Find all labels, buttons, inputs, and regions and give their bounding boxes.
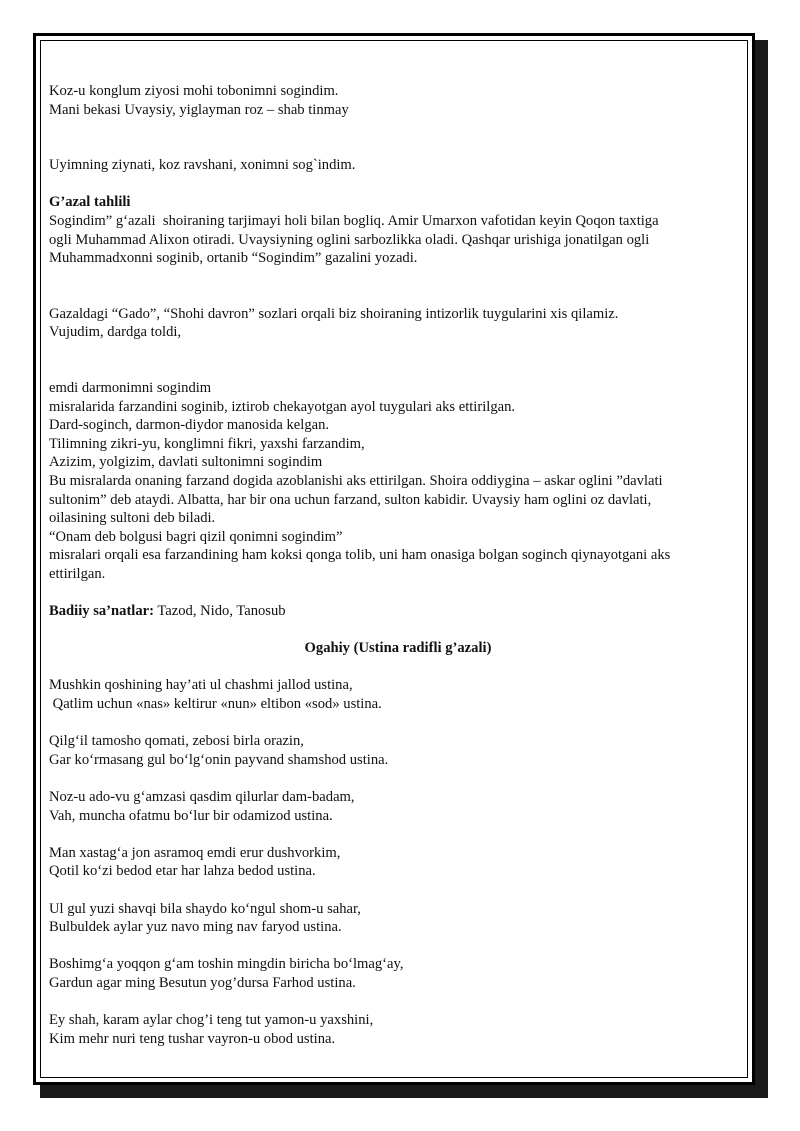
verse-line: Mani bekasi Uvaysiy, yiglayman roz – shab tinmay xyxy=(49,101,349,118)
paragraph-line: Dard-soginch, darmon-diydor manosida kelgan. xyxy=(49,417,330,434)
poem-line: Qatlim uchun «nas» keltirur «nun» eltibon «sod» ustina. xyxy=(49,696,382,713)
paragraph-line: Bu misralarda onaning farzand dogida azoblanishi aks ettirilgan. Shoira oddiygina – askar oglini ”davlati xyxy=(49,472,663,489)
poem-line: Qilg‘il tamosho qomati, zebosi birla orazin, xyxy=(49,733,304,750)
verse-line: “Onam deb bolgusi bagri qizil qonimni sogindim” xyxy=(49,528,343,545)
stanza xyxy=(49,955,749,992)
poem-title: Ogahiy (Ustina radifli g’azali) xyxy=(304,640,492,657)
verse-line: Tilimning zikri-yu, konglimni fikri, yaxshi farzandim, xyxy=(49,435,365,452)
paragraph-line: Gazaldagi “Gado”, “Shohi davron” sozlari orqali biz shoiraning intizorlik tuygularini xis qilamiz. xyxy=(49,305,619,322)
verse-line: Azizim, yolgizim, davlati sultonimni sogindim xyxy=(49,454,323,471)
poem-line: Ey shah, karam aylar chog’i teng tut yamon-u yaxshini, xyxy=(49,1012,374,1029)
paragraph-line: Muhammadxonni soginib, ortanib “Sogindim” gazalini yozadi. xyxy=(49,250,418,267)
verse-line: emdi darmonimni sogindim xyxy=(49,379,212,396)
document-body xyxy=(49,82,749,1048)
poem-line: Vah, muncha ofatmu bo‘lur bir odamizod ustina. xyxy=(49,807,333,824)
stanza xyxy=(49,676,749,713)
paragraph-line: misralari orqali esa farzandining ham koksi qonga tolib, uni ham onasiga bolgan soginch qiynayotgani aks xyxy=(49,547,671,564)
poem-line: Bulbuldek aylar yuz navo ming nav faryod ustina. xyxy=(49,919,342,936)
badiiy-label: Badiiy sa’natlar: xyxy=(49,603,154,620)
stanza xyxy=(49,1011,749,1048)
poem-line: Kim mehr nuri teng tushar vayron-u obod ustina. xyxy=(49,1030,336,1047)
poem-line: Gar ko‘rmasang gul bo‘lg‘onin payvand shamshod ustina. xyxy=(49,751,389,768)
badiiy-line xyxy=(49,602,749,621)
verse-line: Uyimning ziynati, koz ravshani, xonimni sog`indim. xyxy=(49,157,356,174)
paragraph-line: sultonim” deb ataydi. Albatta, har bir ona uchun farzand, sulton kabidir. Uvaysiy ham oglini oz davlati, xyxy=(49,491,652,508)
paragraph-line: ettirilgan. xyxy=(49,565,106,582)
paragraph-line: misralarida farzandini soginib, iztirob chekayotgan ayol tuygulari aks ettirilgan. xyxy=(49,398,516,415)
verse-line: Vujudim, dardga toldi, xyxy=(49,324,182,341)
badiiy-value: Tazod, Nido, Tanosub xyxy=(154,603,286,620)
verse-line: Koz-u konglum ziyosi mohi tobonimni sogindim. xyxy=(49,83,339,99)
poem-line: Noz-u ado-vu g‘amzasi qasdim qilurlar dam-badam, xyxy=(49,789,355,805)
paragraph-line: ogli Muhammad Alixon otiradi. Uvaysiyning oglini sarbozlikka oladi. Qashqar urishiga jonatilgan ogli xyxy=(49,231,650,248)
stanza xyxy=(49,844,749,881)
poem-line: Gardun agar ming Besutun yog’dursa Farhod ustina. xyxy=(49,974,356,991)
poem-line: Mushkin qoshining hay’ati ul chashmi jallod ustina, xyxy=(49,677,353,694)
stanza xyxy=(49,788,749,825)
poem-line: Ul gul yuzi shavqi bila shaydo ko‘ngul shom-u sahar, xyxy=(49,900,361,917)
paragraph-line: oilasining sultoni deb biladi. xyxy=(49,510,216,527)
paragraph-line: Sogindim” g‘azali shoiraning tarjimayi holi bilan bogliq. Amir Umarxon vafotidan keyin Qoqon taxtiga xyxy=(49,212,659,229)
poem-stanzas xyxy=(49,676,749,1048)
poem-line: Boshimg‘a yoqqon g‘am toshin mingdin biricha bo‘lmag‘ay, xyxy=(49,956,404,973)
poem-line: Man xastag‘a jon asramoq emdi erur dushvorkim, xyxy=(49,844,341,861)
stanza xyxy=(49,732,749,769)
stanza xyxy=(49,900,749,937)
poem-line: Qotil ko‘zi bedod etar har lahza bedod ustina. xyxy=(49,863,316,880)
section-heading: G’azal tahlili xyxy=(49,194,131,211)
